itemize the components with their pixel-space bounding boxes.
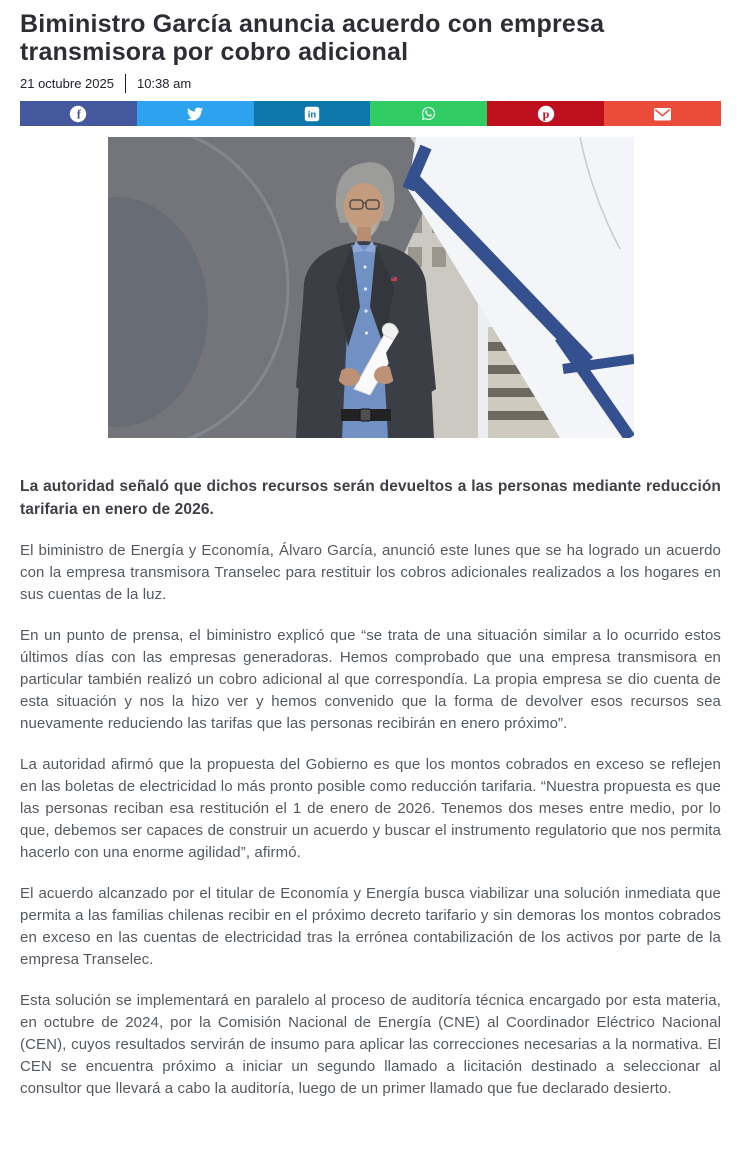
article-body [20, 475, 721, 1100]
svg-text:f: f [77, 107, 82, 122]
article-paragraph: Esta solución se implementará en paralelo al proceso de auditoría técnica encargado por esta materia, en octubre de 2024, por la Comisión Nacional de Energía (CNE) al Coordinador Eléctrico Nacional (CEN), cuyos resultados servirán de insumo para aplicar las correcciones necesarias a la normativa. El CEN se encuentra próximo a iniciar un segundo llamado a licitación destinado a seleccionar al consultor que llevará a cabo la auditoría, luego de un primer llamado que fue declarado desierto. [20, 992, 721, 1097]
svg-text:p: p [542, 106, 550, 121]
share-linkedin-button[interactable] [254, 101, 371, 126]
share-email-button[interactable] [604, 101, 721, 126]
article-image [108, 137, 634, 438]
page-title: Biministro García anuncia acuerdo con empresa transmisora por cobro adicional [20, 10, 605, 66]
article-time: 10:38 am [136, 75, 192, 91]
pinterest-icon [537, 105, 555, 123]
share-whatsapp-button[interactable] [370, 101, 487, 126]
article-paragraph: El biministro de Energía y Economía, Álvaro García, anunció este lunes que se ha logrado un acuerdo con la empresa transmisora Transelec para restituir los cobros adicionales realizados a los hogares en sus cuentas de la luz. [20, 542, 721, 603]
article-lead: La autoridad señaló que dichos recursos serán devueltos a las personas mediante reducción tarifaria en enero de 2026. [20, 478, 721, 518]
whatsapp-icon [421, 106, 436, 121]
twitter-icon [187, 106, 203, 122]
article-date: 21 octubre 2025 [20, 75, 114, 91]
facebook-icon [69, 105, 87, 123]
meta-divider [125, 74, 126, 93]
share-buttons-row [20, 101, 721, 126]
article-paragraph: El acuerdo alcanzado por el titular de Economía y Energía busca viabilizar una solución inmediata que permita a las familias chilenas recibir en el próximo decreto tarifario y sin demoras los montos cobrados en exceso en las cuentas de electricidad tras la errónea contabilización de los activos por parte de la empresa Transelec. [20, 885, 721, 968]
share-twitter-button[interactable] [137, 101, 254, 126]
linkedin-icon [304, 106, 320, 122]
article-meta [20, 73, 721, 93]
email-icon [653, 106, 672, 122]
share-facebook-button[interactable] [20, 101, 137, 126]
article-paragraph: La autoridad afirmó que la propuesta del Gobierno es que los montos cobrados en exceso se reflejen en las boletas de electricidad lo más pronto posible como reducción tarifaria. “Nuestra propuesta es que las personas reciban esa restitución el 1 de enero de 2026. Tenemos dos meses entre medio, por lo que, debemos ser capaces de construir un acuerdo y buscar el instrumento regulatorio que nos permita hacerlo con una enorme agilidad”, afirmó. [20, 756, 721, 861]
minister-photo-illustration [108, 137, 634, 438]
article-paragraph: En un punto de prensa, el biministro explicó que “se trata de una situación similar a lo ocurrido estos últimos días con las empresas generadoras. Hemos comprobado que una empresa transmisora en particular también realizó un cobro adicional al que correspondía. La propia empresa se dio cuenta de esta situación y nos la hizo ver y hemos convenido que la forma de devolver esos recursos sea nuevamente reduciendo las tarifas que las personas recibirán en enero próximo”. [20, 627, 721, 732]
article-page [0, 10, 741, 1100]
share-pinterest-button[interactable] [487, 101, 604, 126]
svg-text:in: in [307, 109, 317, 121]
